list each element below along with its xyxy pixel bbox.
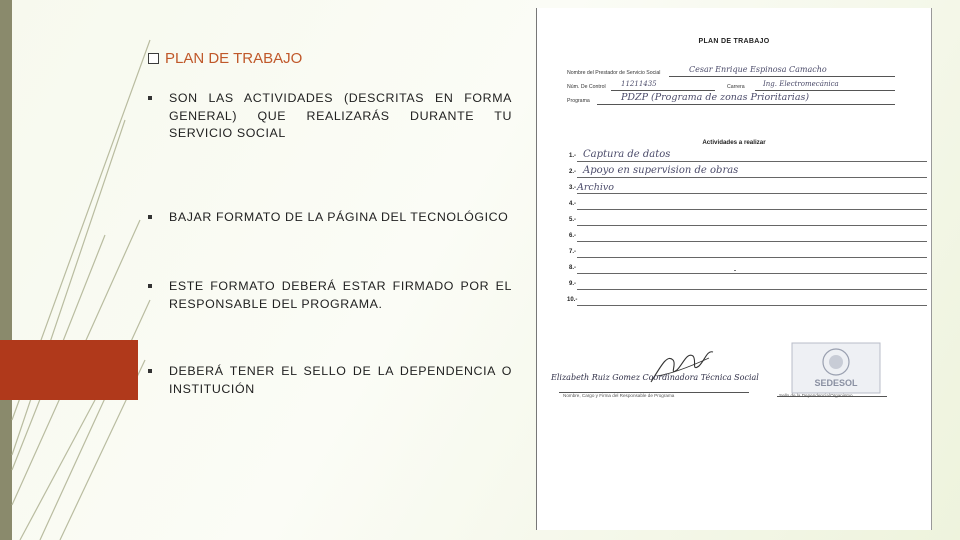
activity-number: 1.-	[569, 153, 577, 159]
activity-line	[577, 177, 927, 178]
bullet-text: DEBERÁ TENER EL SELLO DE LA DEPENDENCIA O INSTITUCIÓN	[169, 364, 512, 396]
activities-title: Actividades a realizar	[702, 139, 766, 146]
bullet-item	[148, 90, 512, 143]
bullet-item	[148, 278, 512, 313]
scanned-form-image	[536, 8, 932, 530]
activity-handwritten: Archivo	[577, 182, 614, 193]
square-bullet-icon	[148, 96, 152, 100]
square-bullet-icon	[148, 215, 152, 219]
bullet-text: BAJAR FORMATO DE LA PÁGINA DEL TECNOLÓGICO	[169, 209, 509, 224]
activity-number: 2.-	[569, 169, 577, 175]
signature-caption: Nombre, Cargo y Firma del Responsable de Programa	[563, 393, 675, 398]
bullet-list	[148, 90, 512, 396]
square-bullet-icon	[148, 369, 152, 373]
activity-line	[577, 193, 927, 194]
career-label: Carrera	[727, 84, 745, 90]
stamp-caption: Sello de la Dependencia/Organismo	[779, 393, 853, 398]
activity-number: 5.-	[569, 217, 577, 223]
activity-number: 4.-	[569, 201, 577, 207]
control-value: 11211435	[621, 80, 657, 88]
program-value: PDZP (Programa de zonas Prioritarias)	[621, 92, 810, 103]
activity-number: 10.-	[567, 297, 578, 303]
activity-line	[577, 273, 927, 274]
activity-number: 9.-	[569, 281, 577, 287]
activity-line	[577, 161, 927, 162]
seal-stamp-icon	[791, 342, 881, 394]
activity-number: 6.-	[569, 233, 577, 239]
bullet-item	[148, 209, 512, 227]
career-value: Ing. Electromecánica	[763, 80, 839, 88]
control-label: Núm. De Control	[567, 84, 606, 90]
activity-number: 8.-	[569, 265, 577, 271]
activity-number: 3.-	[569, 185, 577, 191]
activity-line	[577, 241, 927, 242]
name-label: Nombre del Prestador de Servicio Social	[567, 70, 661, 76]
name-value: Cesar Enrique Espinosa Camacho	[689, 65, 827, 74]
slide-title-text: PLAN DE TRABAJO	[165, 50, 303, 67]
name-line	[669, 76, 895, 77]
activity-line	[577, 257, 927, 258]
activity-handwritten: Apoyo en supervision de obras	[583, 165, 739, 176]
activity-line	[577, 209, 927, 210]
accent-bar	[0, 340, 138, 400]
form-title: PLAN DE TRABAJO	[698, 38, 770, 45]
program-label: Programa	[567, 98, 590, 104]
activity-line	[577, 225, 927, 226]
square-bullet-icon	[148, 284, 152, 288]
bullet-text: SON LAS ACTIVIDADES (DESCRITAS EN FORMA GENERAL) QUE REALIZARÁS DURANTE TU SERVICIO SOCIAL	[169, 91, 512, 140]
scan-speck	[734, 270, 736, 271]
program-line	[597, 104, 895, 105]
bullet-text: ESTE FORMATO DEBERÁ ESTAR FIRMADO POR EL RESPONSABLE DEL PROGRAMA.	[169, 279, 512, 311]
slide-title	[148, 50, 302, 67]
control-line	[611, 90, 715, 91]
bullet-item	[148, 363, 512, 398]
checkbox-bullet-icon	[148, 53, 159, 64]
activity-handwritten: Captura de datos	[583, 149, 671, 160]
activity-line	[577, 289, 927, 290]
signature-name: Elizabeth Ruiz Gomez Coordinadora Técnica Social	[551, 373, 759, 382]
activity-number: 7.-	[569, 249, 577, 255]
career-line	[755, 90, 895, 91]
activity-line	[577, 305, 927, 306]
stamp-text: SEDESOL	[814, 378, 858, 388]
